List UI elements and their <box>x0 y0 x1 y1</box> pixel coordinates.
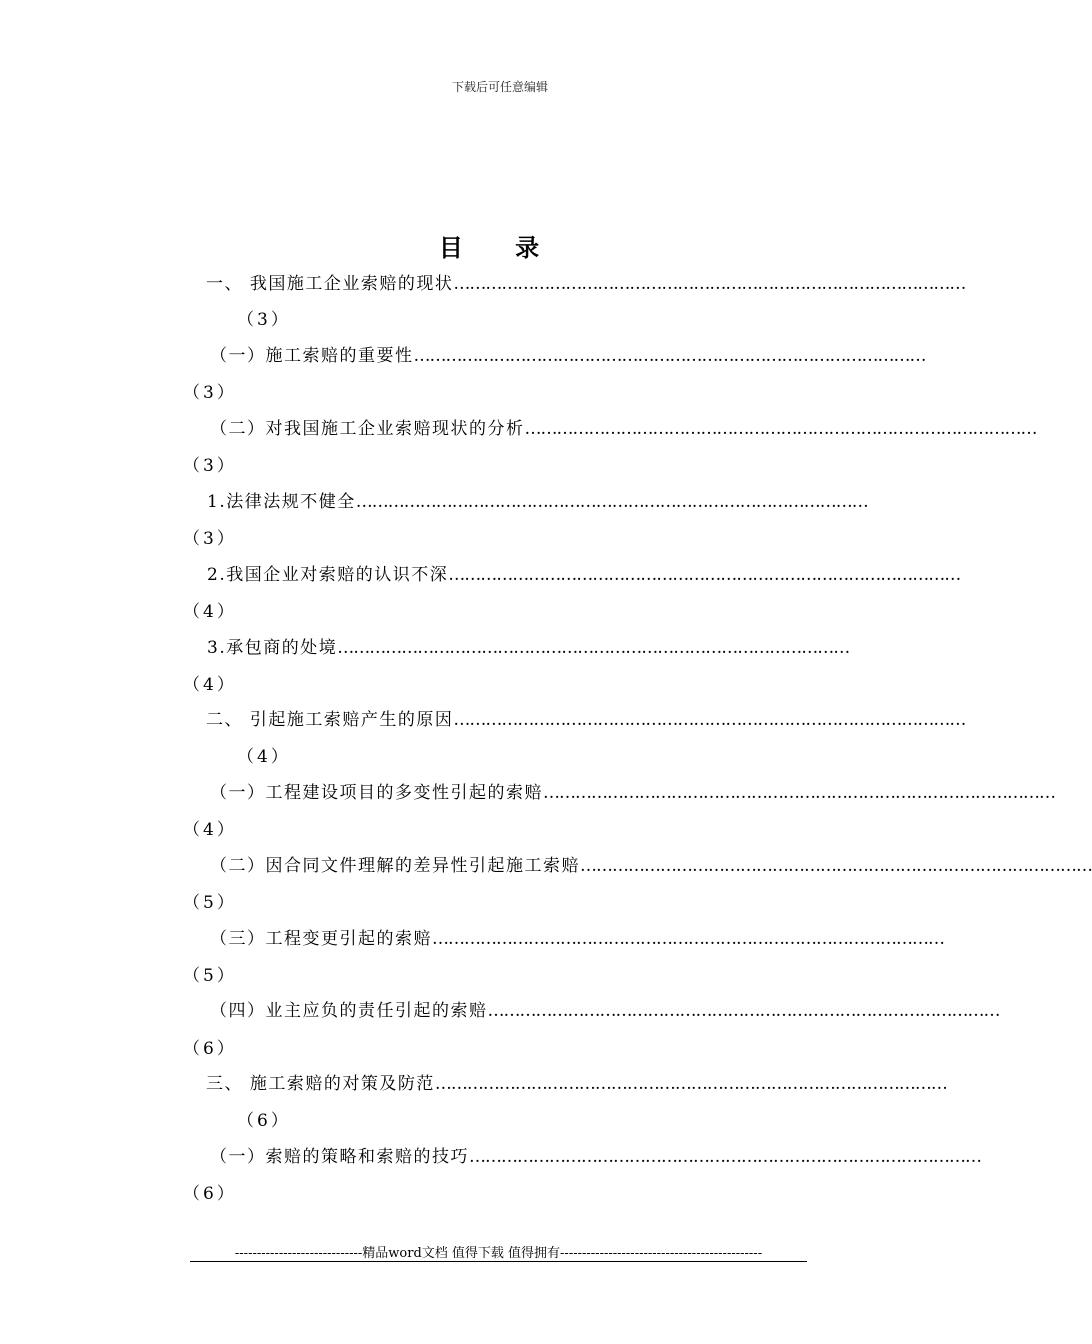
toc-entry[interactable] <box>207 560 961 590</box>
toc-entry-label: （四）业主应负的责任引起的索赔 <box>210 1001 488 1021</box>
toc-entry[interactable] <box>210 778 1055 808</box>
toc-entry-label: 一、 我国施工企业索赔的现状 <box>206 274 454 294</box>
toc-entry-label: 3.承包商的处境 <box>207 638 338 658</box>
toc-entry-page: （6） <box>237 1111 291 1131</box>
toc-entry-page: （5） <box>183 893 237 913</box>
toc-entry-leader: …………………………………………………………………………………… <box>580 856 1092 876</box>
toc-entry-label: （一）施工索赔的重要性 <box>210 346 414 366</box>
footer-text: -----------------------------精品word文档 值得下载 值得拥有---------------------------------------------- <box>234 1246 763 1261</box>
toc-entry[interactable] <box>210 996 1000 1026</box>
toc-entry-leader: …………………………………………………………………………………… <box>434 1074 947 1094</box>
toc-entry-label: （二）对我国施工企业索赔现状的分析 <box>210 419 525 439</box>
toc-entry[interactable] <box>207 487 868 517</box>
toc-entry[interactable] <box>206 1069 947 1099</box>
toc-entry-page: （3） <box>237 310 291 330</box>
header-note: 下载后可任意编辑 <box>451 80 548 94</box>
toc-entry-leader: …………………………………………………………………………………… <box>543 783 1055 803</box>
toc-entry-label: （二）因合同文件理解的差异性引起施工索赔 <box>210 856 580 876</box>
toc-entry-page: （5） <box>183 966 237 986</box>
toc-entry-page: （4） <box>183 820 237 840</box>
toc-entry[interactable] <box>210 341 926 371</box>
toc-entry-leader: …………………………………………………………………………………… <box>413 346 926 366</box>
toc-entry[interactable] <box>210 924 944 954</box>
toc-entry-page: （3） <box>183 529 237 549</box>
toc-entry-page: （4） <box>183 602 237 622</box>
toc-entry-label: 三、 施工索赔的对策及防范 <box>206 1074 435 1094</box>
toc-entry-page: （4） <box>183 675 237 695</box>
toc-entry[interactable] <box>206 269 966 299</box>
toc-entry-page: （6） <box>183 1184 237 1204</box>
toc-entry[interactable] <box>210 851 1092 881</box>
toc-title: 目 录 <box>438 233 562 262</box>
toc-entry-page: （3） <box>183 383 237 403</box>
toc-entry-leader: …………………………………………………………………………………… <box>337 638 850 658</box>
toc-entry-page: （4） <box>237 747 291 767</box>
toc-entry-leader: …………………………………………………………………………………… <box>448 565 961 585</box>
toc-entry[interactable] <box>210 414 1037 444</box>
toc-entry-leader: …………………………………………………………………………………… <box>432 929 944 949</box>
toc-entry-page: （3） <box>183 456 237 476</box>
toc-entry-leader: …………………………………………………………………………………… <box>453 274 966 294</box>
toc-entry-leader: …………………………………………………………………………………… <box>487 1001 1000 1021</box>
toc-entry-label: （三）工程变更引起的索赔 <box>210 929 432 949</box>
toc-entry-leader: …………………………………………………………………………………… <box>453 710 966 730</box>
toc-entry-label: （一）索赔的策略和索赔的技巧 <box>210 1147 469 1167</box>
toc-entry-label: 2.我国企业对索赔的认识不深 <box>207 565 449 585</box>
toc-entry-leader: …………………………………………………………………………………… <box>524 419 1037 439</box>
toc-entry[interactable] <box>210 1142 981 1172</box>
toc-entry[interactable] <box>206 705 966 735</box>
toc-entry-page: （6） <box>183 1039 237 1059</box>
toc-entry-label: 二、 引起施工索赔产生的原因 <box>206 710 454 730</box>
toc-entry[interactable] <box>207 633 850 663</box>
toc-entry-leader: …………………………………………………………………………………… <box>355 492 868 512</box>
toc-entry-leader: …………………………………………………………………………………… <box>469 1147 981 1167</box>
toc-entry-label: （一）工程建设项目的多变性引起的索赔 <box>210 783 543 803</box>
toc-entry-label: 1.法律法规不健全 <box>207 492 356 512</box>
footer-rule <box>190 1261 807 1262</box>
